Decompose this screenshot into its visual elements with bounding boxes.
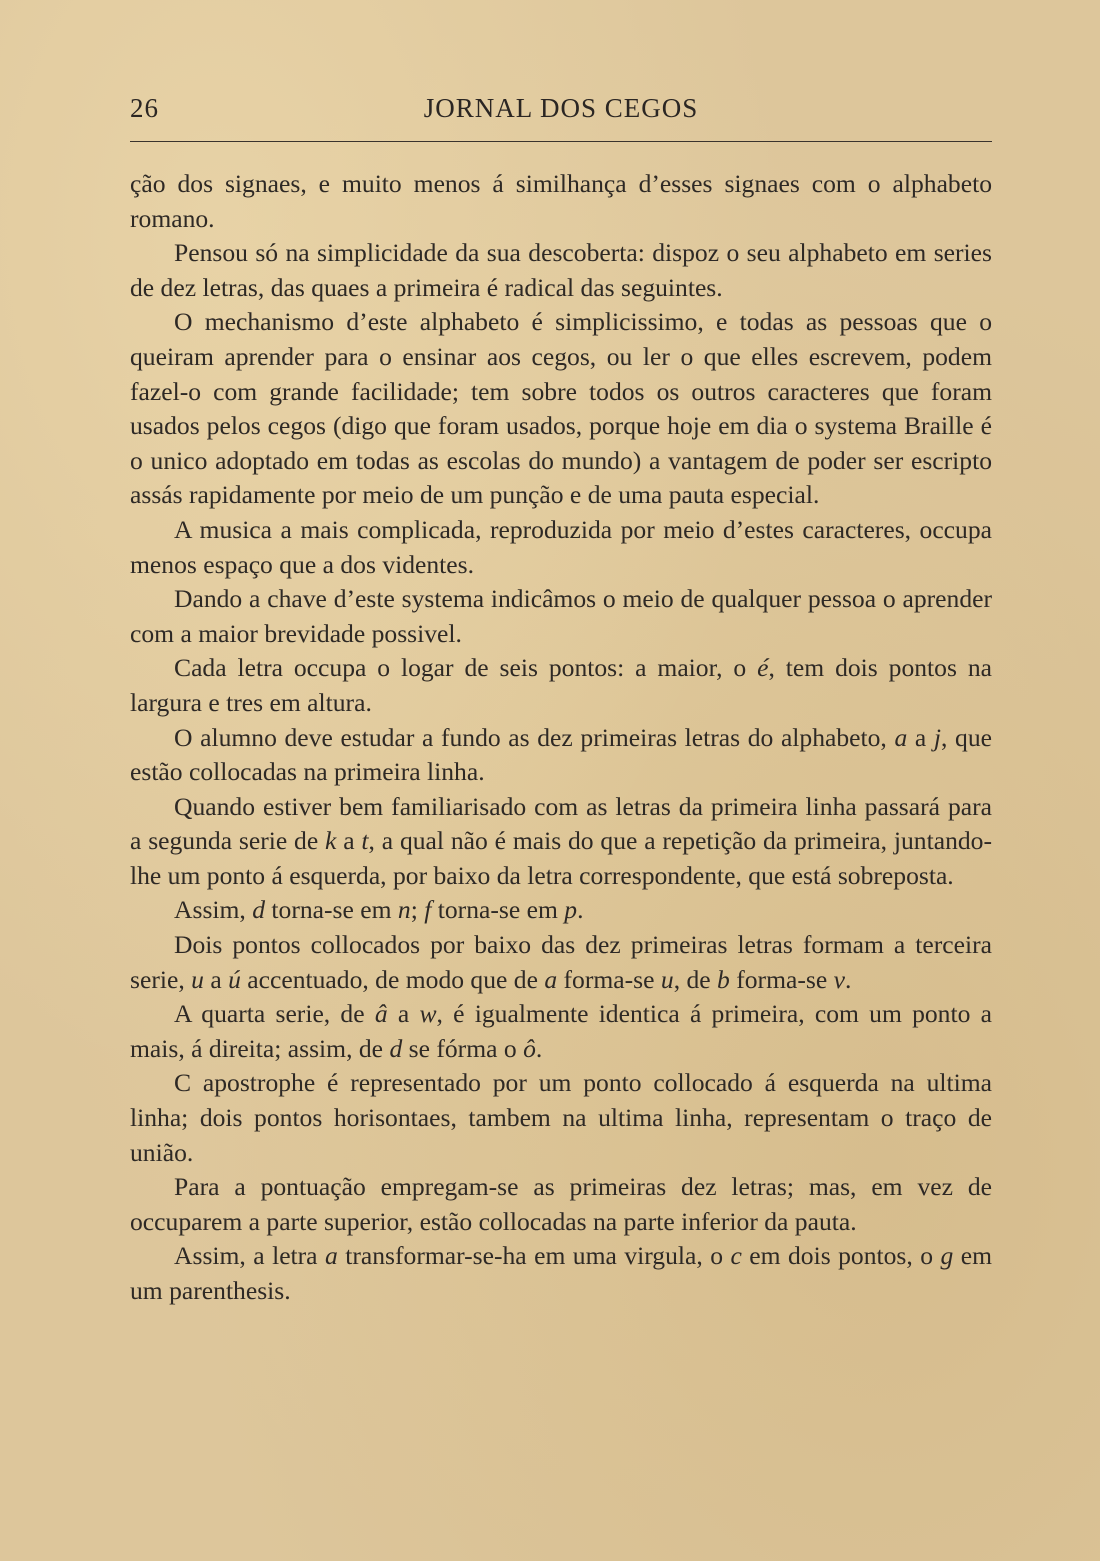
italic-letter: n: [397, 895, 411, 925]
paragraph: A musica a mais complicada, reproduzida por meio d’estes caracteres, occupa menos espaço que a dos videntes.: [130, 514, 992, 579]
text-run: a: [387, 999, 420, 1029]
text-run: accentuado, de modo que de: [240, 964, 545, 994]
header-rule: [130, 141, 992, 142]
text-run: transformar-se-ha em uma virgula, o: [337, 1241, 731, 1271]
text-run: a: [203, 964, 229, 994]
text-run: .: [844, 964, 852, 994]
paragraph: [130, 651, 992, 720]
paragraph: [130, 1239, 992, 1308]
text-run: , a qual não é mais do que a repetição da primeira, juntando-lhe um ponto á esquerda, por baixo da letra correspondente, que está sobreposta.: [130, 826, 992, 890]
italic-letter: d: [252, 895, 266, 925]
paragraph: [130, 790, 992, 894]
text-run: torna-se em: [431, 895, 565, 925]
text-run: , de: [673, 964, 718, 994]
text-run: Assim, a letra: [174, 1241, 325, 1271]
italic-letter: é: [757, 653, 769, 683]
italic-letter: u: [191, 964, 204, 994]
text-run: , tem dois pontos na largura e tres em altura.: [130, 653, 992, 717]
text-run: Cada letra occupa o logar de seis pontos: a maior, o: [174, 653, 758, 683]
italic-letter: v: [833, 964, 845, 994]
paragraph: [130, 893, 992, 928]
italic-letter: p: [564, 895, 578, 925]
italic-letter: â: [374, 999, 388, 1029]
italic-letter: d: [389, 1033, 403, 1063]
text-run: O alumno deve estudar a fundo as dez primeiras letras do alphabeto,: [174, 722, 895, 752]
text-run: .: [535, 1033, 543, 1063]
italic-letter: ú: [228, 964, 241, 994]
text-run: Quando estiver bem familiarisado com as letras da primeira linha passará para a segunda serie de: [130, 791, 992, 856]
paragraph: Pensou só na simplicidade da sua descoberta: dispoz o seu alphabeto em series de dez letras, das quaes a primeira é radical das seguintes.: [130, 238, 992, 302]
italic-letter: k: [325, 826, 337, 856]
text-run: forma-se: [729, 964, 834, 994]
italic-letter: f: [424, 895, 432, 925]
italic-letter: w: [419, 999, 437, 1029]
paragraph: [130, 721, 992, 790]
italic-letter: c: [730, 1241, 742, 1271]
italic-letter: a: [544, 964, 558, 994]
text-run: .: [577, 895, 584, 925]
italic-letter: g: [940, 1241, 954, 1271]
italic-letter: j: [933, 722, 941, 752]
italic-letter: b: [717, 964, 730, 994]
running-head: [130, 93, 992, 133]
text-run: se fórma o: [402, 1033, 524, 1063]
italic-letter: a: [325, 1241, 338, 1271]
text-run: forma-se: [557, 964, 661, 994]
paragraph: [130, 997, 992, 1066]
text-run: a: [907, 722, 934, 752]
text-run: Assim,: [174, 895, 253, 925]
italic-letter: a: [894, 722, 908, 752]
paragraph: Para a pontuação empregam-se as primeiras dez letras; mas, em vez de occuparem a parte superior, estão collocadas na parte inferior da pauta.: [130, 1172, 992, 1236]
paragraph: [130, 928, 992, 997]
text-run: torna-se em: [265, 895, 398, 925]
paragraph: ção dos signaes, e muito menos á similhança d’esses signaes com o alphabeto romano.: [130, 169, 992, 233]
body-text: [130, 167, 992, 1309]
page-number: 26: [130, 93, 159, 123]
text-run: em dois pontos, o: [741, 1241, 941, 1271]
italic-letter: ô: [523, 1033, 536, 1063]
italic-letter: u: [660, 964, 674, 994]
text-run: em um parenthesis.: [130, 1241, 992, 1305]
text-run: a: [336, 826, 362, 856]
paragraph: O mechanismo d’este alphabeto é simplicissimo, e todas as pessoas que o queiram aprender para o ensinar aos cegos, ou ler o que elles escrevem, podem fazel-o com grande facilidade; tem sobre todos os outros caracteres que foram usados pelos cegos (digo que foram usados, porque hoje em dia o systema Braille é o unico adoptado em todas as escolas do mundo) a vantagem de poder ser escripto assás rapidamente por meio de um punção e de uma pauta especial.: [130, 307, 992, 510]
text-run: , é igualmente identica á primeira, com um ponto a mais, á direita; assim, de: [130, 999, 992, 1063]
paragraph: Dando a chave d’este systema indicâmos o meio de qualquer pessoa o aprender com a maior brevidade possivel.: [130, 584, 992, 648]
text-run: ;: [410, 895, 425, 925]
paragraph: C apostrophe é representado por um ponto collocado á esquerda na ultima linha; dois pontos horisontaes, tambem na ultima linha, representam o traço de união.: [130, 1068, 992, 1167]
text-run: , que estão collocadas na primeira linha.: [130, 722, 992, 787]
journal-title: JORNAL DOS CEGOS: [423, 93, 699, 123]
italic-letter: t: [361, 826, 369, 856]
text-run: A quarta serie, de: [174, 999, 375, 1029]
text-run: Dois pontos collocados por baixo das dez primeiras letras formam a terceira serie,: [130, 930, 992, 994]
